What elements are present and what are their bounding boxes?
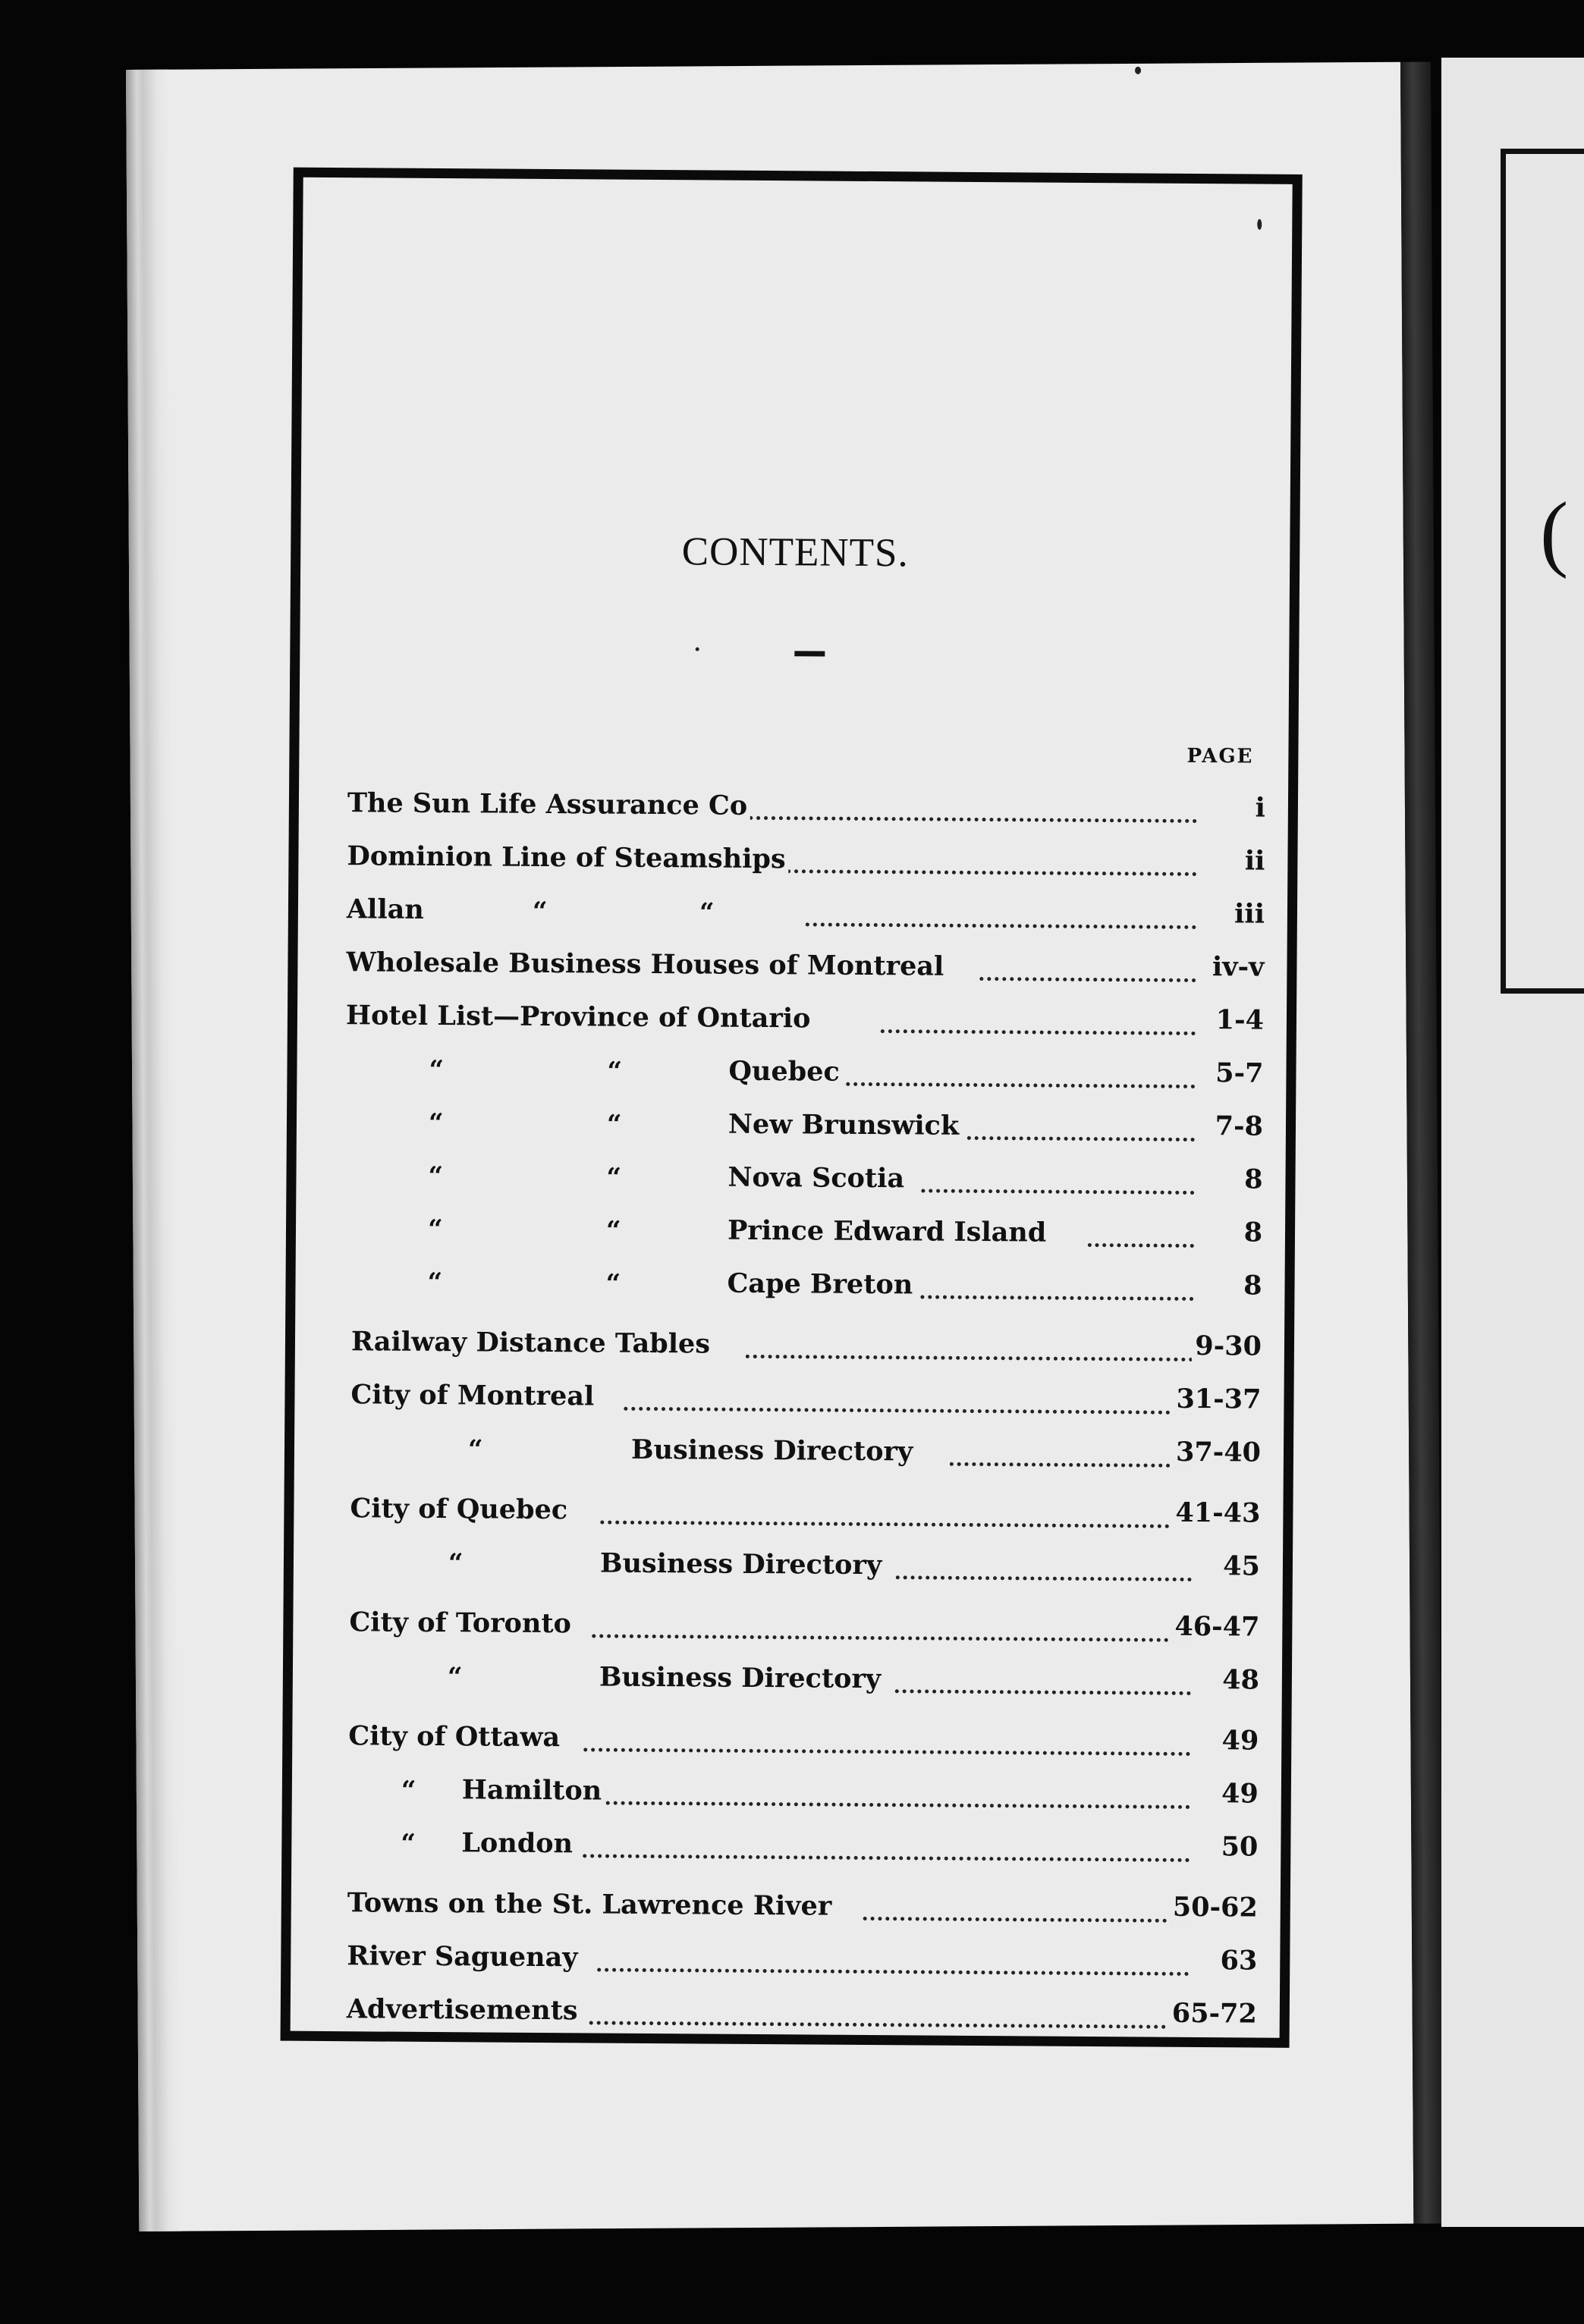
toc-entry	[341, 1649, 1259, 1708]
page-title: CONTENTS.	[681, 529, 909, 576]
toc-entry	[347, 777, 1265, 836]
toc-entry-label: City of Montreal	[350, 1379, 597, 1412]
page-column-header: PAGE	[1186, 744, 1254, 768]
toc-entry	[344, 1148, 1262, 1208]
toc-entry	[344, 1201, 1262, 1261]
dot-leader	[806, 918, 1196, 929]
toc-entry	[341, 1763, 1259, 1822]
toc-entry-page: 5-7	[1199, 1057, 1263, 1089]
dot-leader	[838, 1078, 1195, 1088]
dot-leader	[624, 1402, 1193, 1415]
toc-entry	[345, 1042, 1263, 1101]
ditto-mark: “	[428, 1107, 444, 1139]
dot-leader	[921, 1184, 1194, 1195]
dot-leader	[1088, 1239, 1194, 1248]
toc-entry-label: City of Ottawa	[348, 1720, 563, 1753]
ditto-mark: “	[699, 897, 715, 928]
toc-entry-label: City of Toronto	[349, 1606, 574, 1639]
ditto-mark: “	[605, 1215, 621, 1246]
ditto-mark: “	[429, 1054, 445, 1086]
toc-entry	[340, 1816, 1258, 1875]
toc-entry-label: Advertisements	[347, 1993, 581, 2026]
ditto-mark: “	[448, 1548, 464, 1579]
toc-entry-label: Business Directory	[600, 1548, 885, 1581]
toc-entry-page: iv-v	[1200, 951, 1264, 983]
ditto-mark: “	[427, 1267, 443, 1299]
contents-frame	[281, 168, 1303, 2048]
page-edge	[126, 70, 181, 2231]
toc-entry	[347, 830, 1265, 889]
dot-leader	[600, 1516, 1192, 1528]
toc-entry-label: River Saguenay	[347, 1940, 580, 1973]
dot-leader	[583, 1849, 1190, 1862]
toc-entry-page: 8	[1199, 1164, 1262, 1195]
toc-entry-label: Hotel List—Province of Ontario	[346, 1000, 814, 1034]
dot-leader	[881, 1025, 1196, 1035]
dot-leader	[589, 2016, 1189, 2029]
dot-leader	[967, 1132, 1195, 1142]
dot-leader	[895, 1685, 1191, 1695]
dot-leader	[896, 1571, 1192, 1581]
toc-entry-label: Wholesale Business Houses of Montreal	[346, 947, 947, 982]
ditto-mark: “	[401, 1828, 416, 1859]
ditto-mark: “	[401, 1775, 416, 1806]
ditto-mark: “	[447, 1662, 463, 1693]
toc-entry-page: 49	[1195, 1725, 1259, 1757]
facing-page-letter: (	[1540, 485, 1569, 579]
dot-leader	[592, 1629, 1191, 1642]
toc-entry-label: London	[461, 1827, 576, 1859]
toc-entry-page: i	[1202, 792, 1265, 824]
toc-entry	[343, 1421, 1261, 1481]
toc-entry-label: New Brunswick	[728, 1109, 962, 1142]
toc-entry-label: Cape Breton	[727, 1268, 916, 1301]
facing-page	[1441, 58, 1584, 2227]
title-rule	[794, 651, 825, 656]
toc-entry	[344, 1255, 1262, 1314]
toc-entry-page: 8	[1199, 1217, 1262, 1248]
toc-entry-page: 48	[1196, 1664, 1259, 1696]
toc-entry-page: 37-40	[1173, 1437, 1261, 1468]
book-gutter	[1400, 61, 1444, 2223]
ditto-mark: “	[467, 1434, 483, 1465]
dot-leader	[772, 865, 1196, 876]
dot-leader	[863, 1912, 1190, 1923]
toc-entry-label: Towns on the St. Lawrence River	[347, 1887, 835, 1921]
toc-entry-page: 7-8	[1199, 1110, 1263, 1142]
toc-entry-label: Business Directory	[599, 1662, 885, 1695]
dot-leader	[920, 1290, 1193, 1301]
toc-entry-label: Railway Distance Tables	[351, 1326, 713, 1359]
toc-entry-page: 9-30	[1192, 1330, 1262, 1362]
toc-entry-page: 63	[1193, 1945, 1257, 1977]
toc-entry-label: The Sun Life Assurance Co	[347, 787, 751, 821]
ditto-mark: “	[428, 1160, 444, 1192]
dot-leader	[597, 1964, 1189, 1976]
toc-entry	[342, 1535, 1260, 1594]
toc-entry	[344, 1315, 1262, 1374]
dot-leader	[950, 1458, 1193, 1468]
toc-entry-page: 46-47	[1171, 1611, 1259, 1643]
scanned-page	[126, 62, 1413, 2231]
toc-entry-page: 50	[1194, 1831, 1258, 1863]
ditto-mark: “	[532, 896, 548, 928]
toc-entry	[346, 936, 1264, 995]
ditto-mark: “	[607, 1056, 623, 1087]
toc-entry-page: 50-62	[1170, 1892, 1258, 1924]
toc-entry-label: Nova Scotia	[728, 1162, 907, 1195]
dot-leader	[979, 972, 1196, 982]
table-of-contents	[339, 777, 1266, 2042]
toc-entry	[341, 1710, 1259, 1769]
toc-entry	[347, 883, 1265, 942]
dot-leader	[583, 1743, 1190, 1756]
toc-entry-page: 45	[1196, 1550, 1260, 1582]
toc-entry-label: Allan	[347, 893, 427, 925]
dot-leader	[696, 811, 1197, 823]
toc-entry-label: City of Quebec	[350, 1493, 570, 1525]
toc-entry-page: 31-37	[1173, 1383, 1261, 1415]
toc-entry-label: Hamilton	[462, 1774, 605, 1806]
toc-entry	[341, 1596, 1259, 1655]
toc-entry-label: Business Directory	[631, 1434, 916, 1468]
ditto-mark: “	[605, 1268, 621, 1299]
dot-leader	[606, 1797, 1190, 1809]
toc-entry	[339, 1983, 1257, 2042]
toc-entry-page: ii	[1201, 845, 1265, 877]
dot-leader	[746, 1350, 1193, 1361]
toc-entry-page: 41-43	[1172, 1497, 1260, 1529]
toc-entry-page: 1-4	[1200, 1004, 1264, 1036]
toc-entry-label: Dominion Line of Steamships	[347, 840, 788, 875]
toc-entry	[339, 1930, 1257, 1989]
toc-entry-page: 65-72	[1169, 1998, 1257, 2030]
toc-entry-label: Prince Edward Island	[728, 1215, 1050, 1248]
toc-entry	[342, 1482, 1260, 1541]
toc-entry	[346, 989, 1264, 1048]
toc-entry	[345, 1095, 1263, 1154]
toc-entry	[343, 1368, 1261, 1427]
ditto-mark: “	[606, 1109, 622, 1140]
toc-entry-label: Quebec	[728, 1056, 843, 1088]
toc-entry-page: 8	[1198, 1270, 1262, 1302]
toc-entry-page: 49	[1195, 1778, 1259, 1810]
ditto-mark: “	[427, 1214, 443, 1245]
ditto-mark: “	[606, 1162, 622, 1193]
ink-speck	[1135, 67, 1141, 74]
toc-entry-page: iii	[1201, 898, 1265, 930]
toc-entry	[340, 1876, 1258, 1936]
